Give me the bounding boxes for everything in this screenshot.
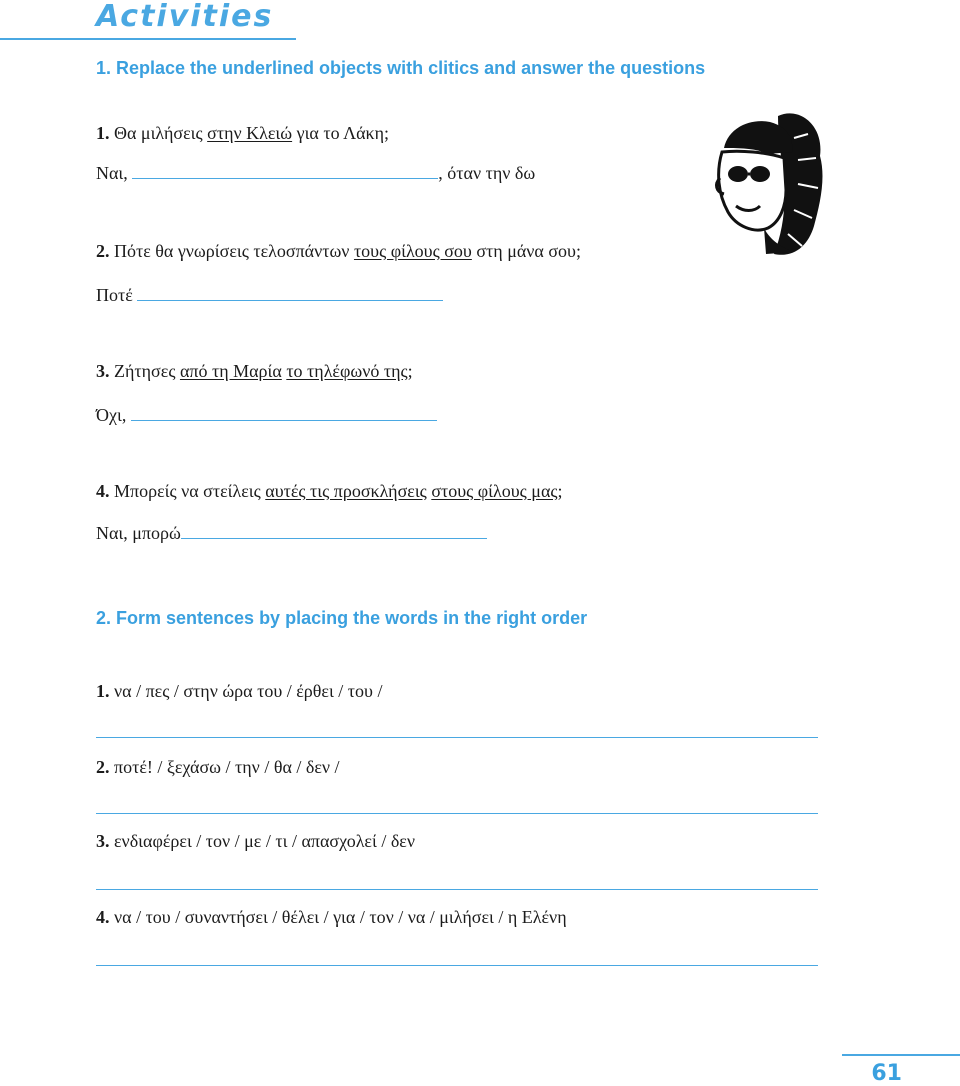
item-words: να / του / συναντήσει / θέλει / για / τον / να / μιλήσει / η Ελένη — [114, 907, 567, 927]
answer-2 — [96, 284, 443, 306]
question-text: ; — [557, 481, 563, 501]
answer-suffix: , όταν την δω — [438, 163, 536, 183]
question-3 — [96, 360, 413, 382]
answer-prefix: Ποτέ — [96, 285, 133, 305]
page-title: Activities — [96, 0, 274, 34]
section-1-heading: 1. Replace the underlined objects with clitics and answer the questions — [96, 58, 706, 78]
underlined-object: αυτές τις προσκλήσεις — [265, 481, 427, 501]
question-text: ; — [407, 361, 413, 381]
item-number: 2. — [96, 757, 110, 777]
underlined-object: το τηλέφωνό της — [286, 361, 408, 381]
underlined-object: στους φίλους μας — [431, 481, 558, 501]
answer-blank[interactable] — [131, 404, 437, 421]
question-text: στη μάνα σου; — [471, 241, 581, 261]
question-2 — [96, 240, 581, 262]
exercise-item-4 — [96, 906, 567, 928]
question-number: 3. — [96, 361, 110, 381]
cartoon-woman-illustration — [708, 108, 826, 260]
header-rule — [0, 38, 296, 40]
exercise-item-3 — [96, 830, 415, 852]
answer-blank[interactable] — [132, 162, 438, 179]
item-words: να / πες / στην ώρα του / έρθει / του / — [114, 681, 383, 701]
answer-prefix: Ναι, — [96, 163, 128, 183]
question-text: Ζήτησες — [114, 361, 180, 381]
item-words: ενδιαφέρει / τον / με / τι / απασχολεί / δεν — [114, 831, 415, 851]
question-4 — [96, 480, 563, 502]
answer-blank[interactable] — [181, 522, 487, 539]
item-number: 1. — [96, 681, 110, 701]
underlined-object: στην Κλειώ — [207, 123, 293, 143]
exercise-item-2 — [96, 756, 340, 778]
answer-prefix: Όχι, — [96, 405, 127, 425]
answer-prefix: Ναι, μπορώ — [96, 523, 181, 543]
item-words: ποτέ! / ξεχάσω / την / θα / δεν / — [114, 757, 340, 777]
page-number: 61 — [871, 1061, 902, 1086]
question-text: Θα μιλήσεις — [114, 123, 208, 143]
question-1 — [96, 122, 389, 144]
question-text: Μπορείς να στείλεις — [114, 481, 266, 501]
answer-1 — [96, 162, 535, 184]
question-number: 1. — [96, 123, 110, 143]
underlined-object: από τη Μαρία — [179, 361, 282, 381]
answer-4 — [96, 522, 487, 544]
underlined-object: τους φίλους σου — [353, 241, 472, 261]
section-2-heading: 2. Form sentences by placing the words in the right order — [96, 608, 588, 628]
answer-3 — [96, 404, 437, 426]
item-number: 3. — [96, 831, 110, 851]
question-text: για το Λάκη; — [292, 123, 390, 143]
answer-blank[interactable] — [137, 284, 443, 301]
exercise-item-1 — [96, 680, 382, 702]
answer-line[interactable] — [96, 889, 818, 890]
question-text: Πότε θα γνωρίσεις τελοσπάντων — [114, 241, 354, 261]
footer-rule — [842, 1054, 960, 1056]
answer-line[interactable] — [96, 737, 818, 738]
question-number: 4. — [96, 481, 110, 501]
item-number: 4. — [96, 907, 110, 927]
answer-line[interactable] — [96, 965, 818, 966]
question-number: 2. — [96, 241, 110, 261]
answer-line[interactable] — [96, 813, 818, 814]
